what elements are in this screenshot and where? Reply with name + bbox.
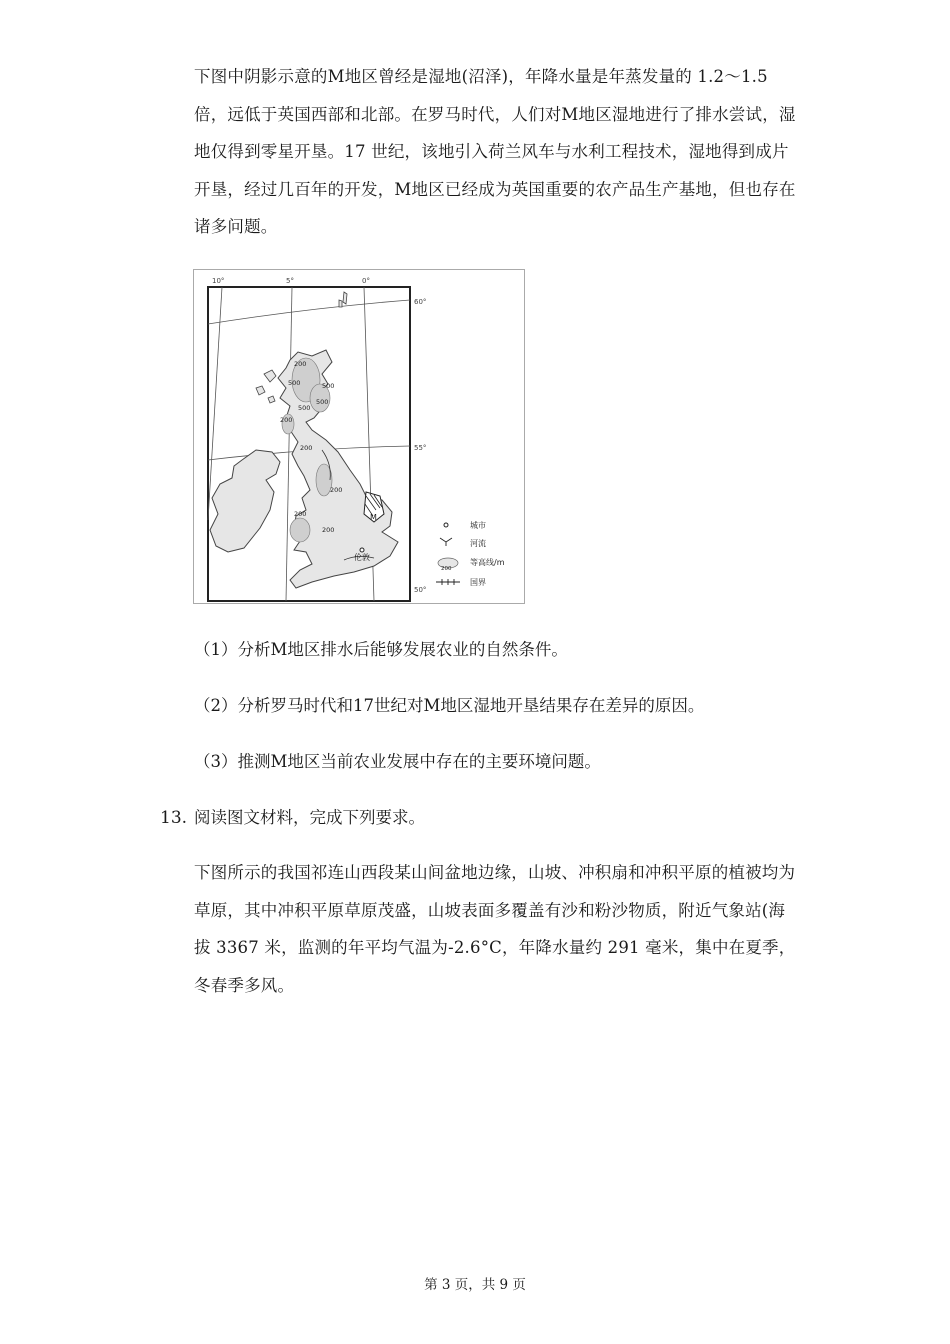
city-legend-icon [444,523,448,527]
contour-label: 500 [322,382,335,390]
contour-label: 200 [330,486,343,494]
contour-label: 200 [322,526,335,534]
longitude-label: 10° [212,277,225,285]
legend-label: 河流 [470,539,486,548]
longitude-label: 5° [286,277,294,285]
border-legend-icon [436,579,460,585]
london-dot [360,548,364,552]
question-13-paragraph: 下图所示的我国祁连山西段某山间盆地边缘，山坡、冲积扇和冲积平原的植被均为草原，其中冲积平原草原茂盛，山坡表面多覆盖有沙和粉沙物质，附近气象站(海拔 3367 米，监测的年平均气温为-2.6°C，年降水量约 291 毫米，集中在夏季，冬春季多风。 [194,863,796,995]
question-2: （2）分析罗马时代和17世纪对M地区湿地开垦结果存在差异的原因。 [194,696,705,715]
latitude-label: 55° [414,444,427,452]
longitude-label: 0° [362,277,370,285]
legend-label: 等高线/m [470,558,505,567]
question-1: （1）分析M地区排水后能够发展农业的自然条件。 [194,640,568,659]
river-legend-icon [440,538,452,546]
map-legend [436,520,505,587]
legend-contour-value: 200 [441,566,452,572]
contour-label: 200 [280,416,293,424]
latitude-label: 60° [414,298,427,306]
contour-label: 200 [294,360,307,368]
latitude-label: 50° [414,586,427,594]
question-3: （3）推测M地区当前农业发展中存在的主要环境问题。 [194,752,601,771]
page-footer: 第 3 页，共 9 页 [424,1277,526,1293]
contour-label: 500 [288,379,301,387]
question-prompt: 阅读图文材料，完成下列要求。 [194,808,425,827]
contour-label: 200 [300,444,313,452]
question-number: 13. [160,808,188,828]
city-label-london: 伦敦 [354,553,370,562]
contour-label: 200 [294,510,307,518]
legend-label: 城市 [470,521,486,530]
legend-label: 国界 [470,578,486,587]
intro-paragraph: 下图中阴影示意的M地区曾经是湿地(沼泽)，年降水量是年蒸发量的 1.2～1.5 倍，远低于英国西部和北部。在罗马时代，人们对M地区湿地进行了排水尝试，湿地仅得到零星开垦。17 世纪，该地引入荷兰风车与水利工程技术，湿地得到成片开垦，经过几百年的开发，M地区已经成为英国重要的农产品生产基地，但也存在诸多问题。 [194,67,796,236]
contour-label: 500 [316,398,329,406]
british-isles-map [193,269,525,604]
m-region-label: M [370,513,377,522]
contour-label: 500 [298,404,311,412]
